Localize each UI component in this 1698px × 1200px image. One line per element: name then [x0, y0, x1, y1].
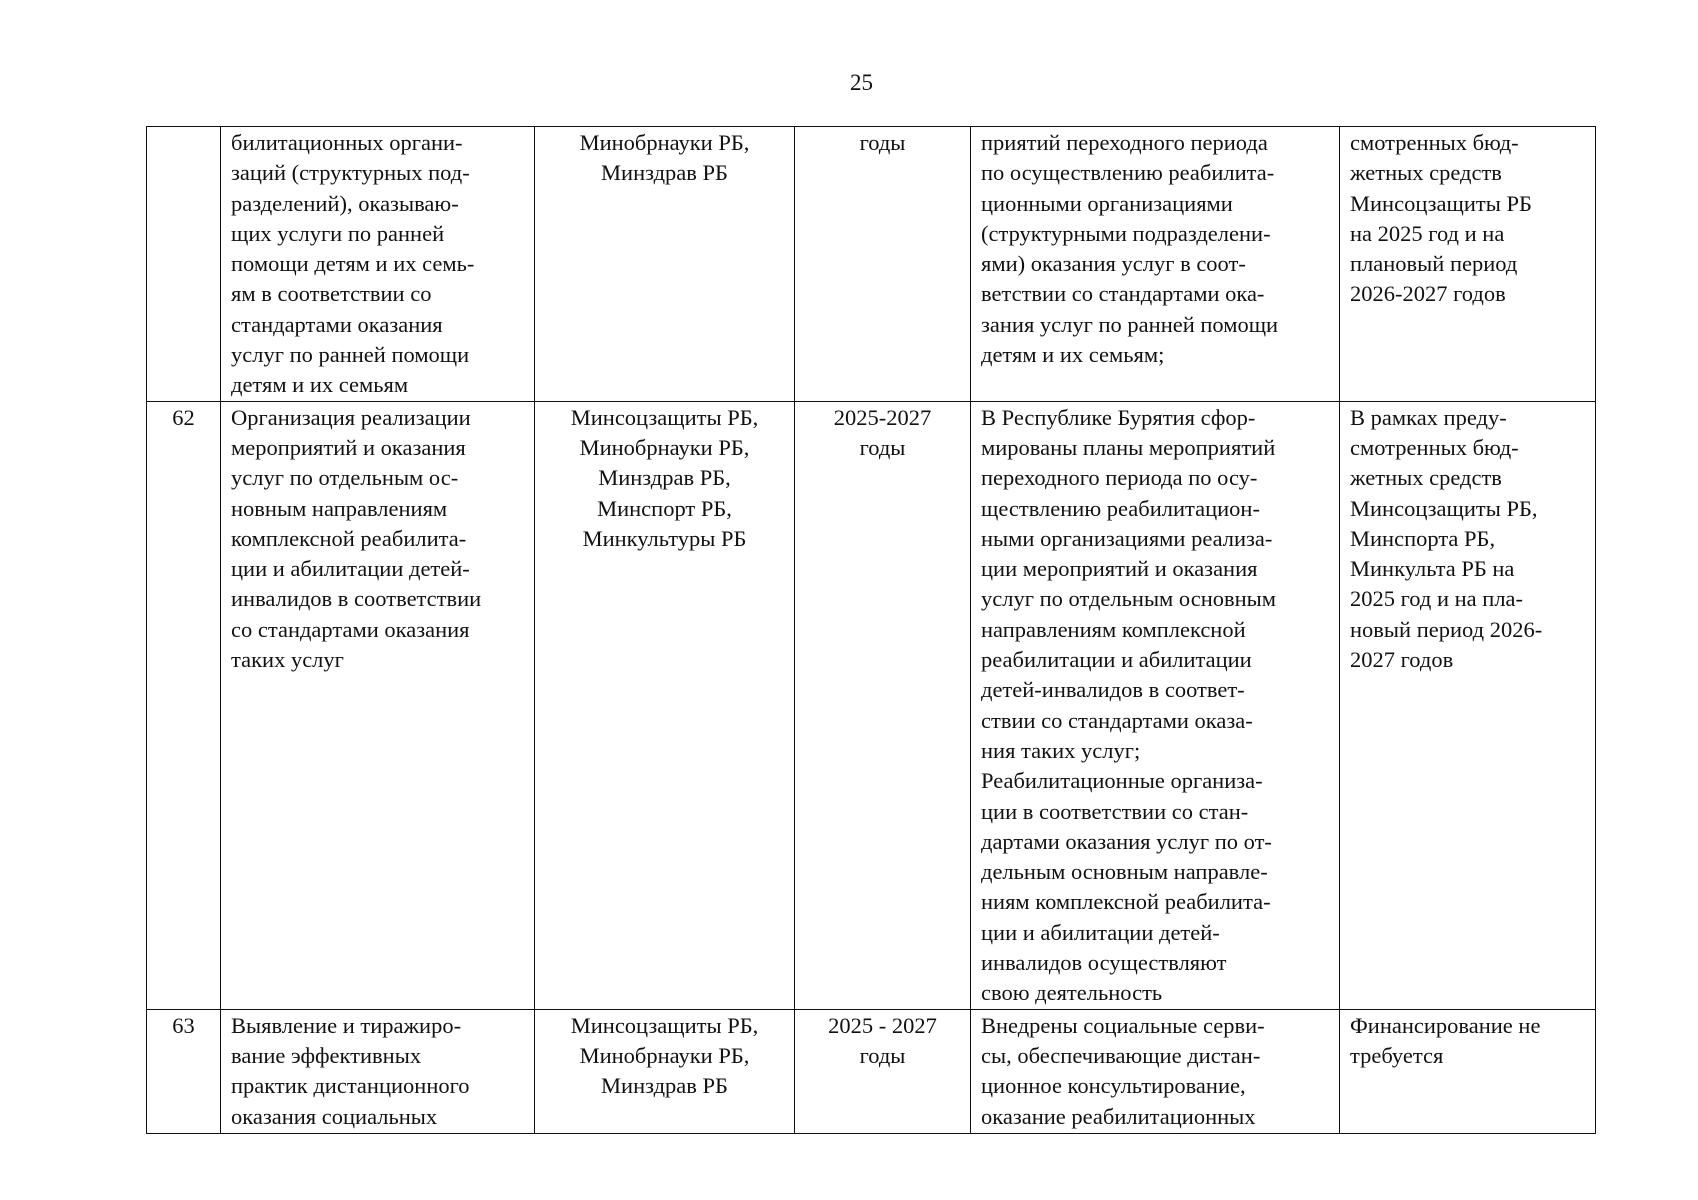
event-text: билитационных органи- заций (структурных под- разделений), оказываю- щих услуги по ранней помощи детям и их семь- ям в соответствии со стандартами оказания услуг по ранней помощи детям и их семьям: [231, 130, 475, 398]
event-cell: [221, 127, 535, 402]
term-cell: [795, 1009, 971, 1133]
result-text: приятий переходного периода по осуществлению реабилита- ционными организациями (структурными подразделени- ями) оказания услуг в соот- ветствии со стандартами ока- зания услуг по ранней помощи детям и их семьям;: [981, 130, 1279, 368]
financing-text: Финансирование не требуется: [1350, 1012, 1541, 1068]
row-number: 63: [172, 1012, 195, 1038]
term-text: 2025 - 2027 годы: [828, 1012, 937, 1068]
event-cell: [221, 1009, 535, 1133]
event-text: Организация реализации мероприятий и оказания услуг по отдельным ос- новным направлениям комплексной реабилита- ции и абилитации детей- инвалидов в соответствии со стандартами оказания таких услуг: [231, 404, 482, 673]
row-number: 62: [172, 404, 195, 430]
measures-table: [146, 126, 1596, 1134]
row-number-cell: [147, 127, 221, 402]
financing-cell: [1340, 1009, 1596, 1133]
result-text: В Республике Бурятия сфор- мированы планы мероприятий переходного периода по осу- ществлению реабилитацион- ными организациями реализа- ции мероприятий и оказания услуг по отдельным основным направлениям комплексной реабилитации и абилитации детей-инвалидов в соответ- ствии со стандартами оказа- ния таких услуг; Реабилитационные организа- ции в соответствии со стан- дартами оказания услуг по от- дельным основным направле- ниям комплексной реабилита- ции и абилитации детей- инвалидов осуществляют свою деятельность: [981, 404, 1277, 1006]
executors-cell: [535, 401, 795, 1009]
term-cell: [795, 401, 971, 1009]
executors-cell: [535, 127, 795, 402]
result-cell: [971, 127, 1340, 402]
page-number: 25: [850, 70, 873, 95]
table-row: [147, 401, 1596, 1009]
financing-cell: [1340, 401, 1596, 1009]
table-row: [147, 1009, 1596, 1133]
row-number-cell: [147, 1009, 221, 1133]
executors-text: Минсоцзащиты РБ, Минобрнауки РБ, Минздрав РБ: [570, 1012, 759, 1099]
row-number-cell: [147, 401, 221, 1009]
financing-cell: [1340, 127, 1596, 402]
financing-text: В рамках преду- смотренных бюд- жетных средств Минсоцзащиты РБ, Минспорта РБ, Минкульта РБ на 2025 год и на пла- новый период 2026- 2027 годов: [1350, 404, 1543, 673]
executors-text: Минсоцзащиты РБ, Минобрнауки РБ, Минздрав РБ, Минспорт РБ, Минкультуры РБ: [570, 404, 759, 551]
table-row: [147, 127, 1596, 402]
term-text: годы: [859, 130, 906, 155]
event-cell: [221, 401, 535, 1009]
executors-text: Минобрнауки РБ, Минздрав РБ: [579, 130, 750, 186]
executors-cell: [535, 1009, 795, 1133]
term-cell: [795, 127, 971, 402]
event-text: Выявление и тиражиро- вание эффективных практик дистанционного оказания социальных: [231, 1012, 470, 1129]
result-cell: [971, 401, 1340, 1009]
result-cell: [971, 1009, 1340, 1133]
term-text: 2025-2027 годы: [833, 404, 932, 460]
financing-text: смотренных бюд- жетных средств Минсоцзащиты РБ на 2025 год и на плановый период 2026-2027 годов: [1350, 130, 1532, 307]
result-text: Внедрены социальные серви- сы, обеспечивающие дистан- ционное консультирование, оказание реабилитационных: [981, 1012, 1265, 1129]
